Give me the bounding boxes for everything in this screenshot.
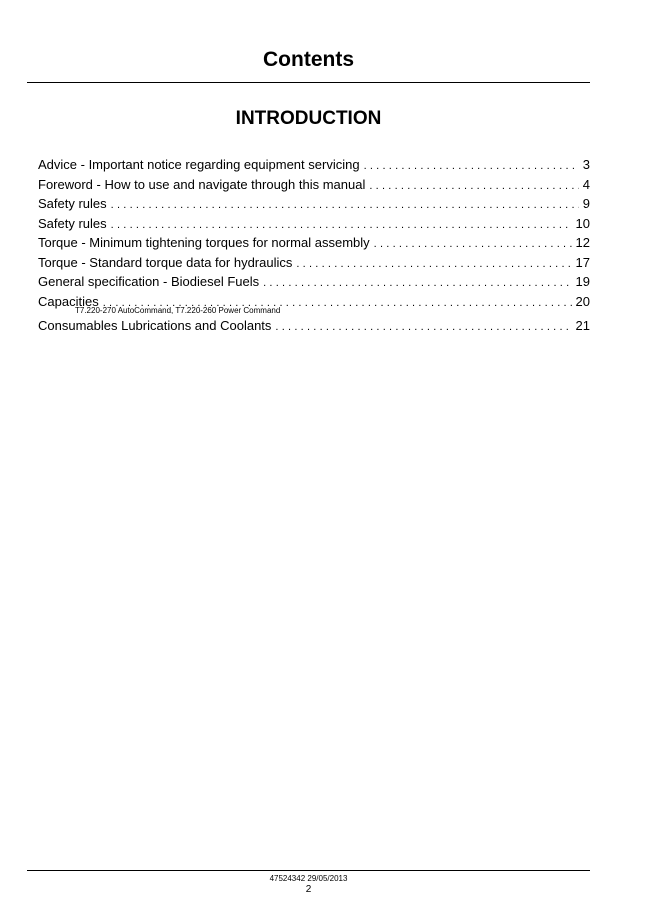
section-title: INTRODUCTION (235, 108, 382, 129)
toc-entry-safety-rules-1[interactable] (38, 194, 590, 214)
toc-entry-consumables[interactable] (38, 316, 590, 336)
toc-entry-label[interactable]: Capacities (38, 293, 99, 309)
toc-entry-safety-rules-2[interactable] (38, 214, 590, 234)
toc-entry-page[interactable]: 17 (575, 254, 590, 270)
footer-divider (27, 870, 590, 871)
toc-leader-dots (275, 318, 571, 338)
toc-entry-subtitle: T7.220-270 AutoCommand, T7.220-260 Power Command (75, 306, 281, 315)
page-title: Contents (263, 48, 354, 71)
toc-entry-torque-minimum[interactable] (38, 233, 590, 253)
toc-entry-label[interactable]: Advice - Important notice regarding equipment servicing (38, 157, 360, 172)
toc-entry-page[interactable]: 21 (575, 318, 590, 333)
toc-entry-label[interactable]: Torque - Standard torque data for hydraulics (38, 254, 293, 270)
toc-entry-label[interactable]: Foreword - How to use and navigate through this manual (38, 176, 366, 192)
toc-entry-page[interactable]: 19 (575, 274, 590, 289)
toc-entry-page[interactable]: 10 (575, 215, 590, 231)
toc-entry-page[interactable]: 12 (575, 235, 590, 250)
toc-entry-label[interactable]: Safety rules (38, 215, 107, 231)
toc-entry-label[interactable]: Torque - Minimum tightening torques for normal assembly (38, 235, 370, 250)
footer-document-reference: 47524342 29/05/2013 (269, 874, 348, 883)
toc-entry-capacities[interactable] (38, 292, 590, 316)
header-divider (27, 82, 590, 83)
toc-entry-label[interactable]: Consumables Lubrications and Coolants (38, 318, 272, 333)
footer-page-number: 2 (305, 884, 312, 895)
toc-entry-biodiesel[interactable] (38, 272, 590, 292)
toc-entry-label[interactable]: Safety rules (38, 196, 107, 211)
toc-entry-page[interactable]: 9 (582, 196, 590, 211)
table-of-contents (38, 155, 590, 336)
toc-entry-advice[interactable] (38, 155, 590, 175)
toc-entry-page[interactable]: 20 (575, 293, 590, 309)
toc-entry-label[interactable]: General specification - Biodiesel Fuels (38, 274, 260, 289)
toc-entry-foreword[interactable] (38, 175, 590, 195)
toc-entry-torque-hydraulics[interactable] (38, 253, 590, 273)
toc-entry-page[interactable]: 3 (582, 157, 590, 172)
toc-entry-page[interactable]: 4 (582, 176, 590, 192)
